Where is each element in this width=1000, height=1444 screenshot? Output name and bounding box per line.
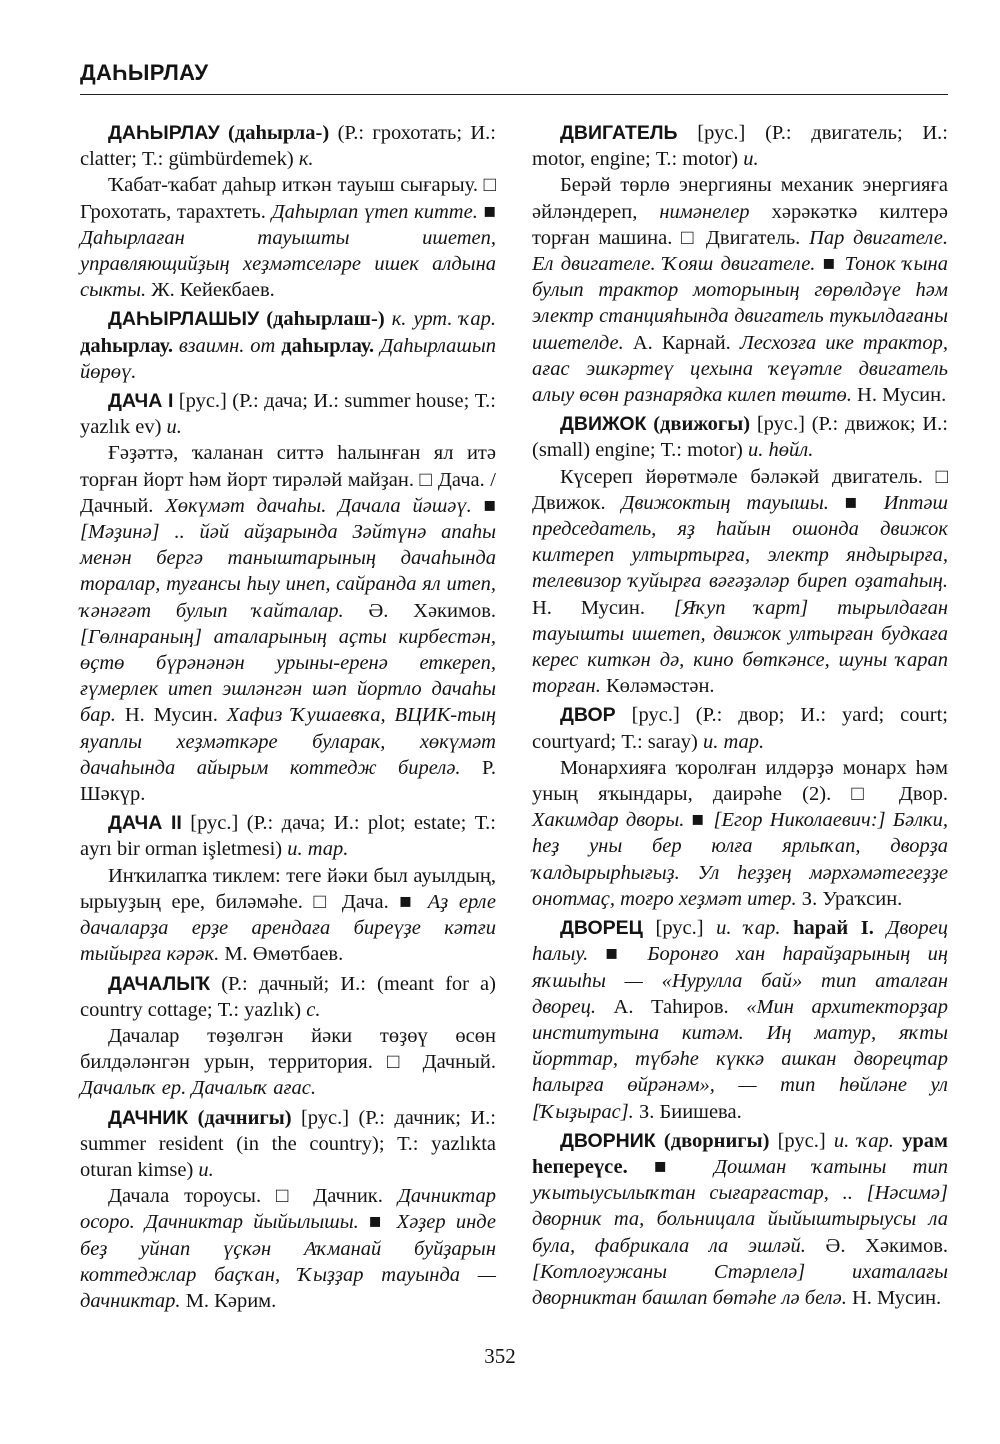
italic-text: Дачалыҡ ер. Дачалыҡ ағас. [80,1077,316,1100]
text: Инҡилапҡа тиклем: теге йәки был ауылдың, ырыуҙың ере, биләмәһе. □ Дача. [80,864,496,913]
text: Ә. Хәкимов. [825,1234,948,1257]
dictionary-entry [532,1128,948,1311]
italic-text: Даһырлаған тауышты ишетеп, управляющийҙың хеҙмәтселәре ишек алдына сыкты. [80,226,496,302]
text: Р. Шәкүр. [80,756,496,806]
dictionary-entry [80,120,496,303]
entry-definition-paragraph [532,755,948,912]
dictionary-entry [80,1105,496,1315]
italic-text: Дворец һалыу. [532,917,949,966]
italic-text: и. [743,148,759,171]
entry-head-paragraph [532,411,948,463]
text: А. Таһиров. [613,995,747,1018]
page-number: 352 [484,1344,516,1368]
text: Ж. Кейекбаев. [151,279,275,302]
entry-head-paragraph [532,1128,948,1311]
text: Дачала тороусы. □ Дачник. [108,1185,398,1208]
text: Н. Мусин. [857,384,947,407]
headword: ДВОР [560,704,616,727]
text: Н. Мусин. [532,596,674,619]
text: Ҡабат-ҡабат даһыр иткән тауыш сығарыу. □ Грохотать, тарахтеть. [80,174,496,223]
italic-text: Даһырлашып йөрөү. [80,334,497,383]
right-column [532,120,948,1314]
text: (Р.: грохотать; И.: clatter; Т.: gümbürdemek) [80,122,496,171]
bold-form: (даһырлаш-) [259,308,392,331]
headword: ДАЧА I [108,390,174,413]
italic-text: Боронғо хан һарайҙарының иң яҡшыһы — «Нурулла бай» тип аталған дворец. [532,943,948,1018]
headword: ДВИГАТЕЛЬ [560,122,678,144]
headword: ДВИЖОК [560,413,647,436]
italic-text: [Мәҙинә] .. йәй айҙарында Зәйтүнә апаһы менән бергә таныштарының дачаһында торалар, туғансы һыу инеп, сайранда ял итеп, ҡәнәғәт булып ҡайталар. [80,521,496,622]
bold-form: урам һепереүсе. [532,1129,949,1178]
italic-text: и. ҡар. [716,917,794,940]
entry-definition-paragraph [80,863,496,968]
italic-text: и. [166,416,182,439]
text: Дачалар төҙөлгән йәки төҙөү өсөн билдәләнгән урын, территория. □ Дачный. [80,1024,496,1074]
italic-text: [Гөлнараның] аталарының аҫты кирбестән, өҫтө бүрәнәнән урыны-еренә еткереп, ғүмерлек итеп эшләнгән шәп йортло дачаһы бар. [80,625,496,727]
italic-text: [Егор Николаевич:] Бәлки, һеҙ уны бер юлға ярлыҡап, дворҙа ҡалдырырһығыҙ. Ул һеҙҙең мәрхәмәтегеҙҙе онотмаҫ, тоғро хеҙмәт итер. [532,809,948,910]
text: [рус.] [777,1129,834,1152]
headword: ДВОРНИК [560,1129,656,1152]
italic-text: взаимн. от [178,334,282,357]
headword: ДАЧАЛЫҠ [108,972,211,995]
text: ■ [654,1155,714,1178]
text: Н. Мусин. [851,1286,942,1309]
entry-head-paragraph [532,915,948,1125]
text: Ә. Хәкимов. [368,599,497,622]
dictionary-entry [80,306,496,385]
dictionary-entry [532,702,948,912]
italic-text: и. тар. [703,730,765,753]
italic-text: к. урт. ҡар. [391,308,496,331]
dictionary-entry [80,971,496,1102]
italic-text: к. [298,148,314,171]
italic-text: [Котлоғужаны Стәрлелә] ихаталағы дворниктан башлап бөтәһе лә белә. [532,1260,948,1309]
text: [рус.] (Р.: дача; И.: plot; estate; Т.: ayrı bir orman işletmesi) [80,812,496,861]
entry-head-paragraph [80,1105,496,1184]
italic-text: Хәҙер инде беҙ уйнап үҫкән Аҡманай буйҙарын коттеджлар баҫҡан, Ҡыҙҙар тауында — дачниктар. [80,1211,496,1312]
text: З. Биишева. [638,1100,742,1123]
bold-form: һарай I. [793,917,887,940]
text: ■ [844,491,884,514]
text: [рус.] [642,917,717,940]
bold-form: (дворнигы) [655,1129,778,1152]
text: А. Карнай. [632,331,740,354]
entry-definition-paragraph [80,1183,496,1314]
italic-text: [Яҡуп ҡарт] тырылдаған тауышты ишетеп, движок ултырған будкаға керес киткән дә, кино бөткәнсе, шуны ҡарап торған. [532,596,949,698]
text: Н. Мусин. [124,704,227,727]
headword: ДАЧНИК [108,1106,189,1129]
text: ■ [483,200,496,223]
italic-text: Дошман ҡатыны тип уҡытыусылыҡтан сығарғастар, .. [Нәсимә] дворник та, больницала йыйыштырыусы ла була, фабрикала ла эшләй. [532,1155,948,1257]
italic-text: Иптәш председатель, яҙ һайын ошонда движок килтереп ултыртырға, электр яндырырға, телевизор ҡуйырға вәғәҙәләр биреп оҙатаһың. [532,491,948,593]
headword: ДАҺЫРЛАУ [108,122,220,144]
dictionary-entry [532,411,948,699]
text: [рус.] (Р.: двор; И.: yard; court; courtyard; Т.: saray) [532,704,948,753]
bold-form: даһырлау. [281,334,381,357]
bold-form: (дачнигы) [188,1106,301,1129]
text: Берәй төрлө энергияны механик энергияға әйләндереп, [532,174,948,223]
text: ■ [399,890,428,913]
italic-text: Лесхозға ике трактор, ағас эшкәртеү цехына ҡеүәтле двигатель алыу өсөн разнарядка килеп төштө. [532,331,948,407]
italic-text: Тонок ҡына булып трактор моторының гөрөлдәүе һәм электр станцияһында двигатель тукылдағаны ишетелде. [532,253,948,354]
entry-definition-paragraph [532,172,948,408]
dictionary-entry [80,388,496,807]
text: ■ [369,1211,397,1234]
italic-text: Дачниктар осоро. Дачниктар йыйылышы. [80,1185,496,1234]
text: ■ [605,943,648,966]
italic-text: с. [306,998,321,1021]
italic-text: Хакимдар дворы. [532,809,692,832]
entry-definition-paragraph [80,440,496,807]
entry-definition-paragraph [80,172,496,303]
italic-text: и. һөйл. [748,439,814,462]
text: [рус.] (Р.: дача; И.: summer house; Т.: yazlık ev) [80,390,496,439]
italic-text: Хөкүмәт дачаһы. Дачала йәшәү. [165,494,484,517]
italic-text: Даһырлап үтеп китте. [271,200,484,223]
bold-form: даһырлау. [80,334,179,357]
text: [рус.] (Р.: движок; И.: (small) engine; Т.: motor) [532,413,948,462]
entry-head-paragraph [532,702,948,754]
text: Монархияға ҡоролған илдәрҙә монарх һәм уның яҡындары, даирәһе (2). □ Двор. [532,756,948,806]
entry-definition-paragraph [80,1023,496,1102]
text: М. Кәрим. [185,1289,277,1312]
italic-text: Хафиз Ҡушаевҡа, ВЦИК-тың яуаплы хеҙмәткәре буларак, хөкүмәт дачаһында айырым коттедж бирелә. [80,704,496,779]
text: ■ [483,494,496,517]
entry-head-paragraph [532,120,948,172]
italic-text: и. [198,1158,214,1181]
entry-head-paragraph [80,971,496,1023]
italic-text: нимәнелер [659,200,750,223]
text: Күсереп йөрөтмәле бәләкәй двигатель. □ Движок. [532,465,948,514]
text: ■ [822,253,845,276]
italic-text: Аҙ ерле дачаларҙа ерҙе арендаға биреүҙе кәтғи тыйырға кәрәк. [80,890,496,966]
italic-text: Движоктың тауышы. [621,491,845,514]
dictionary-entry [532,120,948,408]
text: хәрәкәткә килтерә торған машина. □ Двигатель. [532,200,948,249]
running-head: ДАҺЫРЛАУ [80,60,209,85]
text: [рус.] (Р.: двигатель; И.: motor, engine; Т.: motor) [532,122,948,171]
dictionary-entry [532,915,948,1125]
entry-head-paragraph [80,120,496,172]
header-rule [80,94,948,95]
headword: ДВОРЕЦ [560,917,643,940]
entry-definition-paragraph [532,464,948,700]
italic-text: Пар двигателе. Ел двигателе. Ҡояш двигателе. [532,226,948,276]
left-column [80,120,496,1317]
headword: ДАЧА II [108,812,182,835]
italic-text: «Мин архитекторҙар институтына китәм. Иң матур, яҡты йорттар, түбәһе күккә ашкан дворецтар һалырға өйрәнәм», — тип һөйләне ул [Ҡыҙырас]. [532,995,948,1123]
text: Көләмәстән. [605,675,715,698]
text: З. Ураҡсин. [801,887,903,910]
italic-text: и. тар. [287,838,349,861]
text: Ғәҙәттә, ҡаланан ситтә һалынған ял итә торған йорт һәм йорт тирәләй майҙан. □ Дача. / Дачный. [80,442,496,517]
text: ■ [691,809,714,832]
bold-form: (движогы) [646,413,757,436]
text: М. Өмөтбаев. [224,943,344,966]
italic-text: и. ҡар. [833,1129,903,1152]
entry-head-paragraph [80,388,496,440]
entry-head-paragraph [80,810,496,862]
entry-head-paragraph [80,306,496,385]
text: (Р.: дачный; И.: (meant for a) country cottage; Т.: yazlık) [80,972,496,1021]
dictionary-entry [80,810,496,967]
bold-form: (даһырла-) [219,122,338,144]
headword: ДАҺЫРЛАШЫУ [108,308,260,331]
text: [рус.] (Р.: дачник; И.: summer resident (in the country); Т.: yazlıkta oturan kimse) [80,1106,497,1181]
